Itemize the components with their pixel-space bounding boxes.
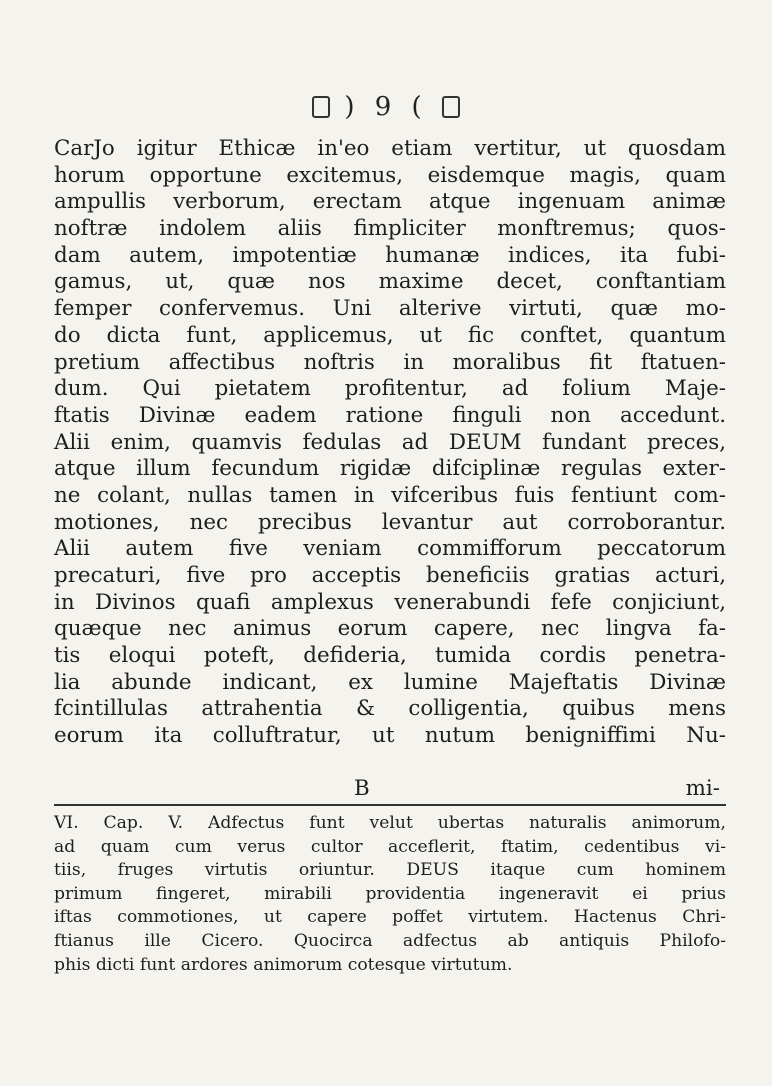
text-line: in Divinos quafi amplexus venerabundi fefe conjiciunt, xyxy=(54,589,726,615)
text-line: femper confervemus. Uni alterive virtuti, quæ mo- xyxy=(54,296,726,322)
text-line: motiones, nec precibus levantur aut corroborantur. xyxy=(54,509,726,535)
text-line: precaturi, five pro acceptis beneficiis gratias acturi, xyxy=(54,563,726,588)
footnote-line: phis dicti funt ardores animorum cotesque virtutum. xyxy=(54,954,513,975)
text-line: quæque nec animus eorum capere, nec lingva fa- xyxy=(54,616,726,642)
text-line: fcintillulas attrahentia & colligentia, quibus mens xyxy=(54,696,726,722)
footnote-line: primum fingeret, mirabili providentia ingeneravit ei prius xyxy=(54,883,726,904)
footnote-divider xyxy=(54,804,726,806)
footnote-line: ftianus ille Cicero. Quocirca adfectus ab antiquis Philofo- xyxy=(54,930,726,951)
text-line: tis eloqui poteft, defideria, tumida cordis penetra- xyxy=(54,643,726,669)
ornament-icon xyxy=(312,96,330,118)
text-line: Alii enim, quamvis fedulas ad DEUM fundant preces, xyxy=(54,429,726,455)
text-line: gamus, ut, quæ nos maxime decet, conftantiam xyxy=(54,269,726,295)
text-line: CarJo igitur Ethicæ in'eo etiam vertitur, ut quosdam xyxy=(54,136,726,161)
text-line: noftræ indolem aliis fimpliciter monftremus; quos- xyxy=(54,216,726,242)
text-line: atque illum fecundum rigidæ difciplinæ regulas exter- xyxy=(54,456,726,482)
ornament-icon xyxy=(442,96,460,118)
text-line: Alii autem five veniam commifforum peccatorum xyxy=(54,536,726,562)
footnote-line: ad quam cum verus cultor acceflerit, ftatim, cedentibus vi- xyxy=(54,836,726,857)
text-line: ftatis Divinæ eadem ratione finguli non accedunt. xyxy=(54,402,726,428)
signature-mark: B xyxy=(354,776,370,801)
text-line: do dicta funt, applicemus, ut fic conftet, quantum xyxy=(54,322,726,348)
text-line: eorum ita colluftratur, ut nutum benigniffimi Nu- xyxy=(54,723,726,749)
signature-line xyxy=(54,776,726,802)
footnote-line: iftas commotiones, ut capere poffet virtutem. Hactenus Chri- xyxy=(54,907,726,928)
footnote-line: VI. Cap. V. Adfectus funt velut ubertas naturalis animorum, xyxy=(54,813,726,833)
text-line: horum opportune excitemus, eisdemque magis, quam xyxy=(54,162,726,188)
footnote-line: tiis, fruges virtutis oriuntur. DEUS itaque cum hominem xyxy=(54,860,726,881)
page-number-mark: ) 9 ( xyxy=(344,92,428,122)
text-line: ampullis verborum, erectam atque ingenuam animæ xyxy=(54,189,726,215)
text-line: ne colant, nullas tamen in vifceribus fuis fentiunt com- xyxy=(54,482,726,508)
text-line: dam autem, impotentiæ humanæ indices, ita fubi- xyxy=(54,242,726,268)
text-line: dum. Qui pietatem profitentur, ad folium Maje- xyxy=(54,376,726,402)
page-header xyxy=(0,92,772,122)
text-line: lia abunde indicant, ex lumine Majeftatis Divinæ xyxy=(54,669,726,695)
text-line: pretium affectibus noftris in moralibus fit ftatuen- xyxy=(54,349,726,375)
main-text xyxy=(54,136,726,750)
catchword: mi- xyxy=(685,776,720,801)
footnote xyxy=(54,812,726,977)
